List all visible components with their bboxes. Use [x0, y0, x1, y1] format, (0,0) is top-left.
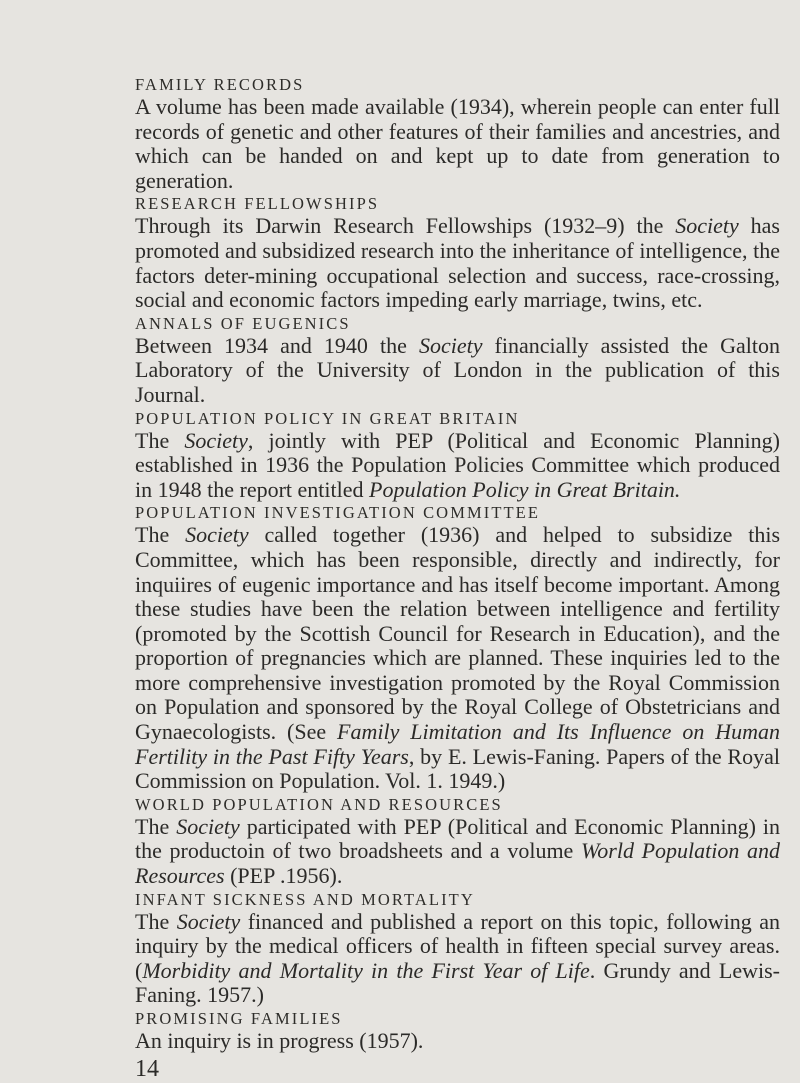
section-paragraph	[135, 334, 780, 408]
section-paragraph	[135, 910, 780, 1008]
section-heading: WORLD POPULATION AND RESOURCES	[135, 794, 503, 814]
italic-text: Society	[418, 332, 483, 358]
section-heading: PROMISING FAMILIES	[135, 1009, 343, 1028]
body-text: has promoted and subsidized research into the inheritance of intelligence, the factors deter-mining occupational selection and success, race-crossing, social and economic factors impeding early marriage, twins, etc.	[135, 213, 780, 313]
section-paragraph	[135, 429, 780, 503]
body-text: The	[135, 522, 186, 548]
body-text: financed and published a report on this topic, following an inquiry by the medical officers of health in fifteen special survey areas. (	[135, 908, 780, 983]
body-text: The	[135, 908, 177, 934]
page-number: 14	[135, 1055, 159, 1082]
section-heading: RESEARCH FELLOWSHIPS	[135, 194, 380, 214]
body-text: called together (1936) and helped to subsidize this Committee, which has been responsible, directly and indirectly, for inquiires of eugenic importance and has itself become important. Among these studies have been the relation between intelligence and fertility (promoted by the Scottish Council for Research in Education), and the proportion of pregnancies which are planned. These inquiries led to the more comprehensive investigation promoted by the Royal Commission on Population and sponsored by the Royal College of Obstetricians and Gynaecologists. (See	[135, 522, 781, 745]
body-text: Between 1934 and 1940 the	[135, 332, 419, 358]
body-text: , jointly with PEP (Political and Economic Planning) established in 1936 the Population Policies Committee which produced in 1948 the report entitled	[135, 427, 780, 502]
body-text: (PEP .1956).	[224, 863, 343, 889]
section-paragraph	[135, 815, 780, 889]
body-text: An inquiry is in progress (1957).	[135, 1028, 424, 1053]
section-heading: POPULATION POLICY IN GREAT BRITAIN	[135, 408, 520, 428]
body-text: financially assisted the Galton Laboratory of the University of London in the publication of this Journal.	[135, 332, 781, 407]
body-text: The	[135, 427, 185, 453]
italic-text: Population Policy in Great Britain.	[369, 476, 681, 502]
italic-text: Family Limitation and Its Influence on Human Fertility in the Past Fifty Years	[135, 719, 781, 769]
italic-text: Society	[176, 908, 241, 934]
body-text: A volume has been made available (1934), wherein people can enter full records of genetic and other features of their families and ancestries, and which can be handed on and kept up to date from generation to generation.	[135, 94, 780, 193]
italic-text: Morbidity and Mortality in the First Year of Life	[142, 957, 590, 983]
section-paragraph	[135, 95, 780, 193]
italic-text: Society	[176, 813, 240, 839]
body-text: . Grundy and Lewis-Faning. 1957.)	[135, 957, 780, 1008]
page-content	[135, 74, 780, 1054]
section-paragraph	[135, 1029, 780, 1054]
italic-text: Society	[185, 522, 249, 548]
section-paragraph	[135, 523, 780, 794]
body-text: The	[135, 813, 177, 839]
italic-text: Society	[675, 213, 739, 239]
italic-text: World Population and Resources	[135, 838, 780, 889]
section-heading: ANNALS OF EUGENICS	[135, 313, 351, 333]
body-text: Through its Darwin Research Fellowships (1932–9) the	[135, 213, 676, 239]
body-text: participated with PEP (Political and Economic Planning) in the productoin of two broadsheets and a volume	[135, 813, 781, 864]
italic-text: Society	[184, 427, 248, 453]
section-heading: FAMILY RECORDS	[135, 75, 305, 94]
section-heading: INFANT SICKNESS AND MORTALITY	[135, 889, 475, 909]
section-heading: POPULATION INVESTIGATION COMMITTEE	[135, 503, 541, 523]
body-text: , by E. Lewis-Faning. Papers of the Royal Commission on Population. Vol. 1. 1949.)	[135, 743, 780, 794]
section-paragraph	[135, 214, 780, 312]
